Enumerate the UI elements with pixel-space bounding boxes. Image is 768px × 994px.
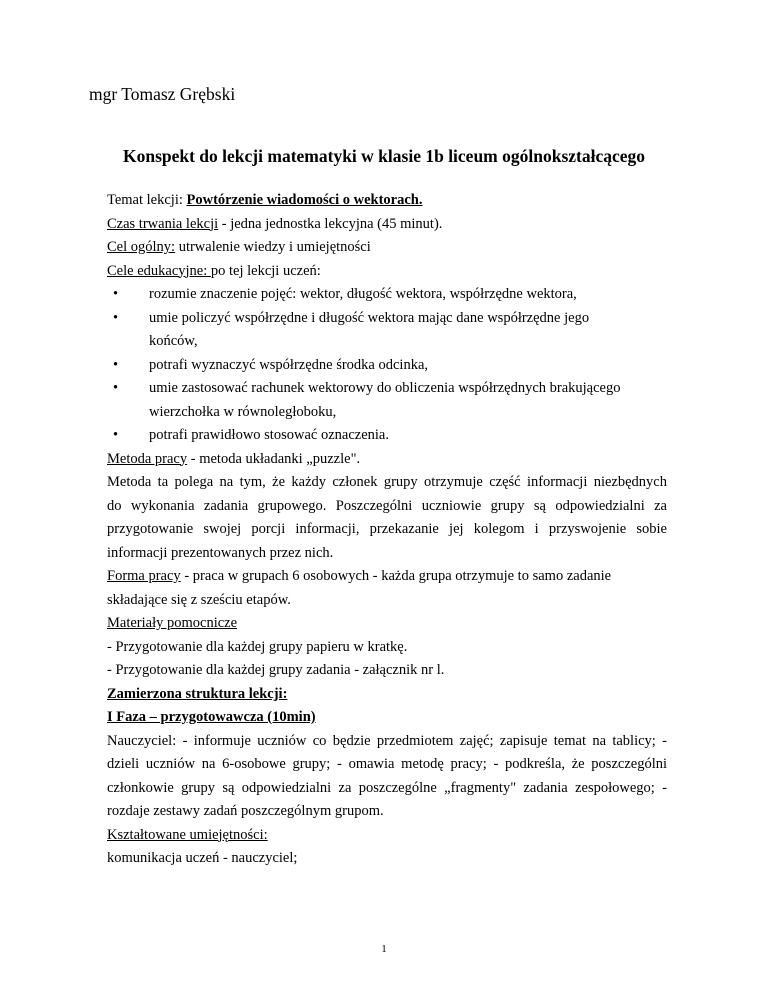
- phase1-heading: I Faza – przygotowawcza (10min): [107, 709, 316, 725]
- method-value: - metoda układanki „puzzle".: [187, 450, 361, 467]
- form-line: [107, 565, 667, 589]
- phase1-desc-line: członkowie grupy są odpowiedzialni za poszczególne „fragmenty" zadania zespołowego; -: [107, 779, 667, 796]
- list-item: [107, 424, 667, 448]
- list-item-text: umie policzyć współrzędne i długość wektora mając dane współrzędne jego: [149, 309, 590, 326]
- form-value: - praca w grupach 6 osobowych - każda grupa otrzymuje to samo zadanie: [180, 568, 612, 584]
- method-line: [107, 448, 667, 472]
- list-item: [107, 283, 667, 307]
- method-desc-line: informacji prezentowanych przez nich.: [107, 544, 334, 561]
- phase1-desc-line: rozdaje zestawy zadań poszczególnym grupom.: [107, 803, 384, 819]
- list-item: [107, 377, 667, 424]
- general-goal-value: utrwalenie wiedzy i umiejętności: [175, 239, 371, 255]
- document-body: [107, 189, 667, 871]
- list-item-text: umie zastosować rachunek wektorowy do obliczenia współrzędnych brakującego: [149, 380, 621, 396]
- form-line-cont: składające się z sześciu etapów.: [107, 591, 291, 608]
- edu-goals-list: [107, 283, 667, 448]
- general-goal-line: [107, 236, 667, 260]
- method-label: Metoda pracy: [107, 450, 188, 467]
- duration-value: - jedna jednostka lekcyjna (45 minut).: [218, 215, 443, 232]
- phase1-desc-line: dzieli uczniów na 6-osobowe grupy; - omawia metodę pracy; - podkreśla, że poszczególni: [107, 756, 667, 772]
- topic-line: [107, 189, 667, 213]
- duration-label: Czas trwania lekcji: [107, 215, 219, 232]
- edu-goals-label: Cele edukacyjne:: [107, 262, 211, 279]
- edu-goals-value: po tej lekcji uczeń:: [210, 262, 321, 279]
- method-desc-line: do wykonania zadania grupowego. Poszczególni uczniowie grupy są odpowiedzialni za: [107, 497, 667, 514]
- edu-goals-line: [107, 260, 667, 284]
- author-name: mgr Tomasz Grębski: [89, 84, 236, 104]
- list-item-text: końców,: [149, 333, 198, 349]
- method-desc-line: przygotowanie swojej porcji informacji, przekazanie jej kolegom i przyswojenie sobie: [107, 521, 667, 537]
- topic-value: Powtórzenie wiadomości o wektorach.: [186, 192, 423, 208]
- topic-label: Temat lekcji:: [107, 192, 183, 208]
- method-desc-line: Metoda ta polega na tym, że każdy członek grupy otrzymuje część informacji niezbędnych: [107, 474, 667, 490]
- document-title: Konspekt do lekcji matematyki w klasie 1b liceum ogólnokształcącego: [122, 146, 646, 166]
- list-item-text: wierzchołka w równoległoboku,: [149, 403, 337, 420]
- list-item-text: potrafi prawidłowo stosować oznaczenia.: [149, 427, 389, 443]
- phase1-desc-line: Nauczyciel: - informuje uczniów co będzie przedmiotem zajęć; zapisuje temat na tablicy; -: [107, 732, 667, 749]
- list-item: [107, 354, 667, 378]
- materials-label: Materiały pomocnicze: [107, 615, 238, 631]
- list-item-text: rozumie znaczenie pojęć: wektor, długość wektora, współrzędne wektora,: [149, 286, 577, 302]
- skills-label: Kształtowane umiejętności:: [107, 826, 268, 843]
- page-number: 1: [381, 943, 387, 955]
- materials-item: - Przygotowanie dla każdej grupy zadania - załącznik nr l.: [107, 662, 445, 678]
- duration-line: [107, 213, 667, 237]
- structure-heading: Zamierzona struktura lekcji:: [107, 685, 288, 702]
- skills-value: komunikacja uczeń - nauczyciel;: [107, 850, 298, 866]
- list-item: [107, 307, 667, 354]
- list-item-text: potrafi wyznaczyć współrzędne środka odcinka,: [149, 356, 429, 373]
- general-goal-label: Cel ogólny:: [107, 239, 176, 255]
- materials-item: - Przygotowanie dla każdej grupy papieru w kratkę.: [107, 638, 408, 655]
- form-label: Forma pracy: [107, 568, 181, 584]
